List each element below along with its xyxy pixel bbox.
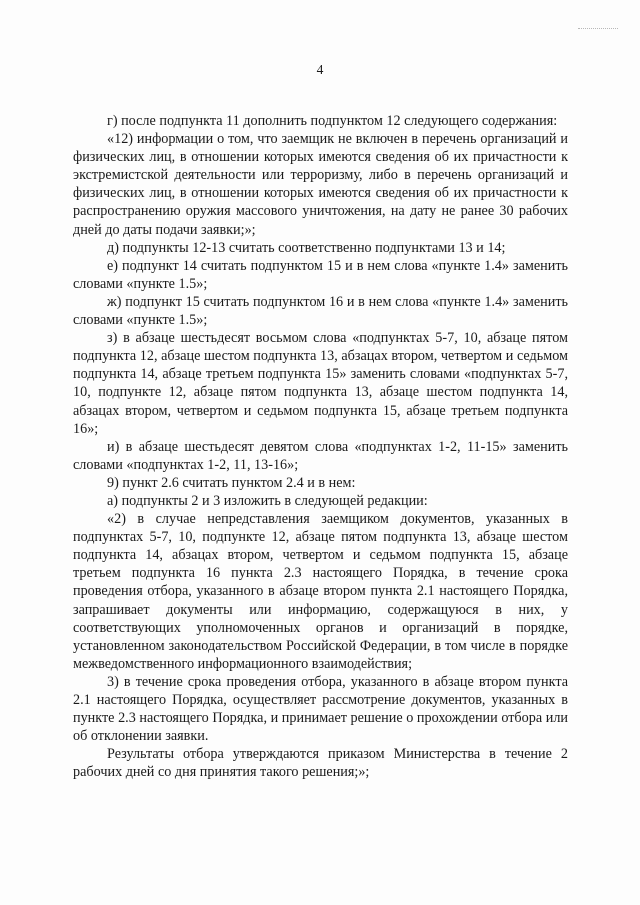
paragraph-item-a: а) подпункты 2 и 3 изложить в следующей редакции: xyxy=(107,492,428,509)
paragraph-item-g: г) после подпункта 11 дополнить подпунктом 12 следующего содержания: xyxy=(107,113,558,129)
page-number: 4 xyxy=(316,62,324,77)
paragraph-item-e: е) подпункт 14 считать подпунктом 15 и в нем слова «пункте 1.4» заменить словами «пункте 1.5»; xyxy=(73,257,568,292)
paragraph-item-zh: ж) подпункт 15 считать подпунктом 16 и в нем слова «пункте 1.4» заменить словами «пункте 1.5»; xyxy=(73,293,568,329)
paragraph-item-d: д) подпункты 12-13 считать соответственно подпунктами 13 и 14; xyxy=(107,239,506,256)
paragraph-point-9: 9) пункт 2.6 считать пунктом 2.4 и в нем: xyxy=(107,474,356,491)
paragraph-subitem-3: 3) в течение срока проведения отбора, указанного в абзаце втором пункта 2.1 настоящего Порядка, осуществляет рассмотрение документов, указанных в пункте 2.3 настоящего Порядка, и принимает решение о прохождении отбора или об отклонении заявки. xyxy=(73,673,568,745)
scan-artifact xyxy=(578,28,618,29)
paragraph-results: Результаты отбора утверждаются приказом Министерства в течение 2 рабочих дней со дня принятия такого решения;»; xyxy=(73,746,568,781)
paragraph-item-i: и) в абзаце шестьдесят девятом слова «подпунктах 1-2, 11-15» заменить словами «подпунктах 1-2, 11, 13-16»; xyxy=(73,438,568,473)
paragraph-subitem-12: «12) информации о том, что заемщик не включен в перечень организаций и физических лиц, в отношении которых имеются сведения об их причастности к экстремистской деятельности или терроризму, либо в перечень организаций и физических лиц, в отношении которых имеются сведения об их причастности к распространению оружия массового уничтожения, на дату не ранее 30 рабочих дней до даты подачи заявки;»; xyxy=(73,131,568,238)
document-body xyxy=(73,112,568,781)
paragraph-item-z: з) в абзаце шестьдесят восьмом слова «подпунктах 5-7, 10, абзаце пятом подпункта 12, абзаце шестом подпункта 13, абзацах втором, четвертом и седьмом подпункта 14, абзаце третьем подпункта 15» заменить словами «подпунктах 5-7, 10, подпункте 12, абзаце пятом подпункта 13, абзаце шестом подпункта 14, абзацах втором, четвертом и седьмом подпункта 15, абзаце третьем подпункта 16»; xyxy=(73,330,568,437)
paragraph-subitem-2: «2) в случае непредставления заемщиком документов, указанных в подпунктах 5-7, 10, подпункте 12, абзаце пятом подпункта 13, абзаце шестом подпункта 14, абзацах втором, четвертом и седьмом подпункта 15, абзаце третьем подпункта 16 пункта 2.3 настоящего Порядка, в течение срока проведения отбора, указанного в абзаце втором пункта 2.1 настоящего Порядка, запрашивает документы или информацию, содержащуюся в них, у соответствующих уполномоченных органов и организаций в порядке, установленном законодательством Российской Федерации, в том числе в порядке межведомственного информационного взаимодействия; xyxy=(73,511,568,672)
